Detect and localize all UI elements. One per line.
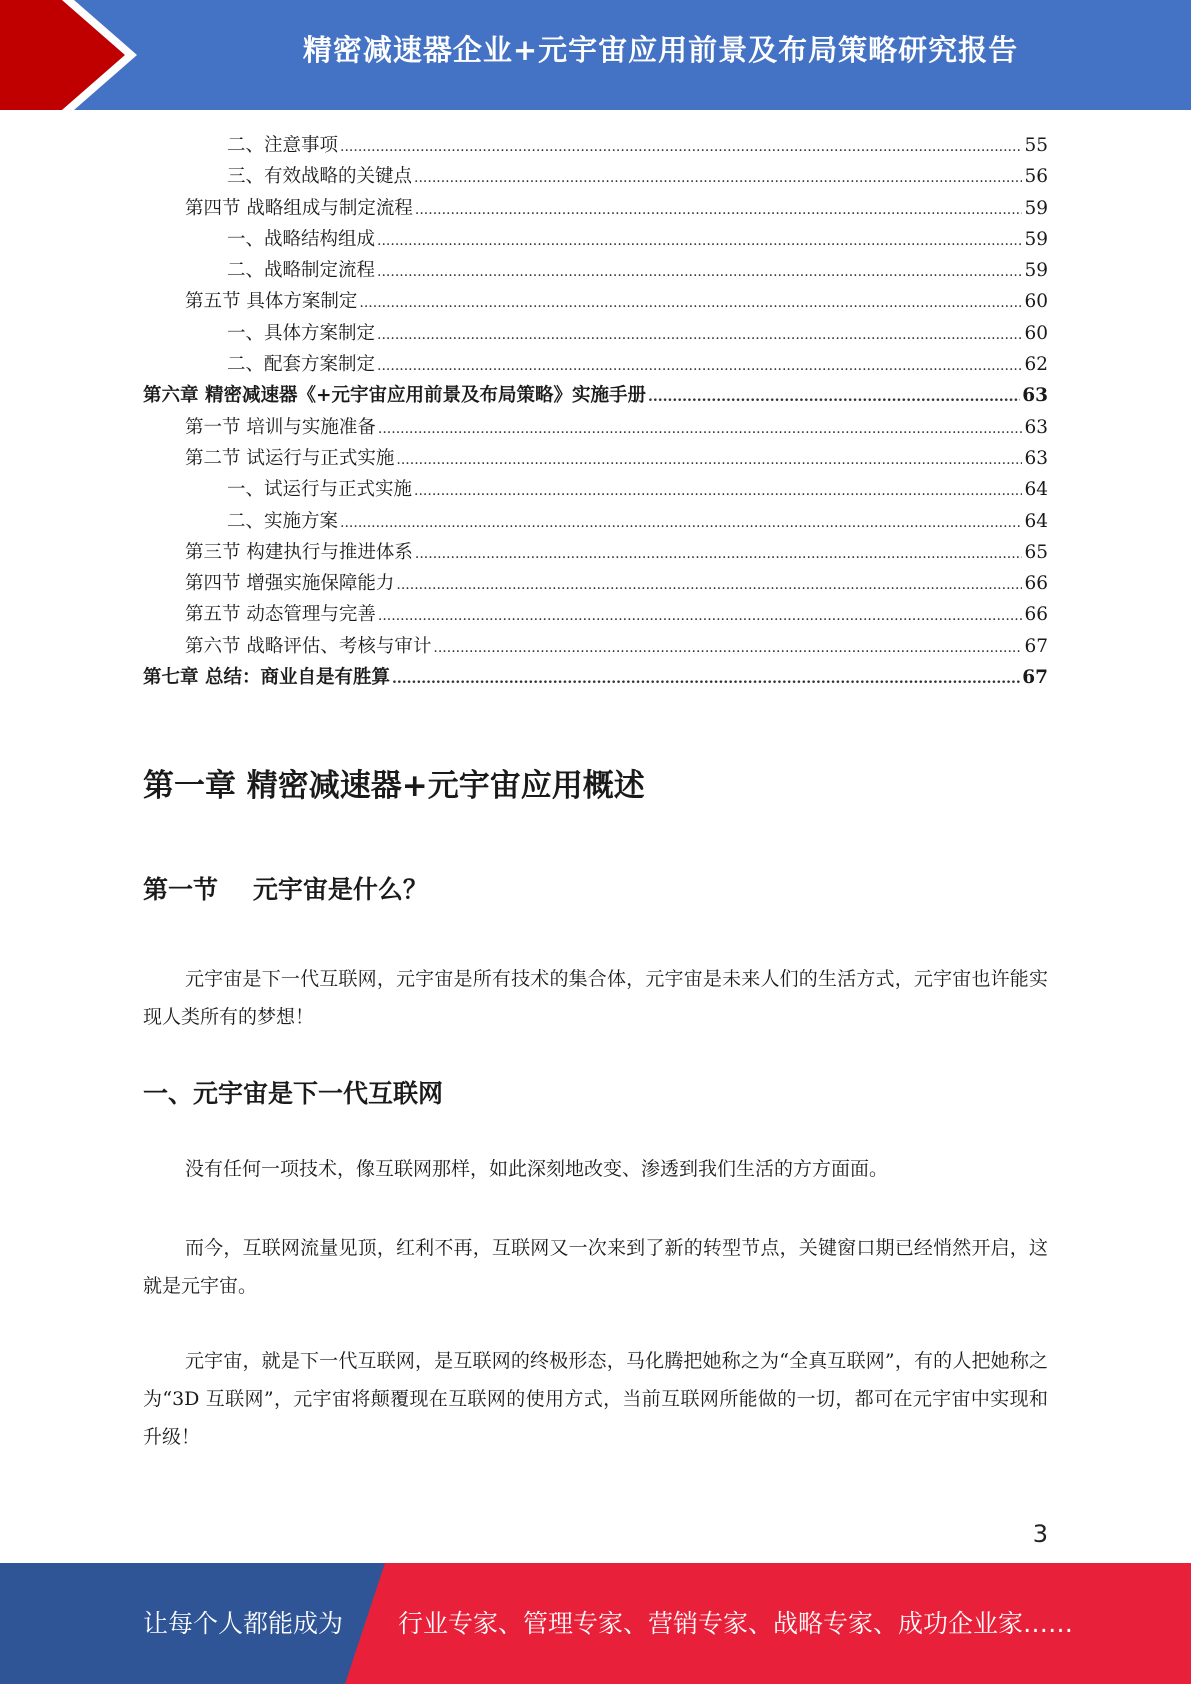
- toc-entry-label: 第三节 构建执行与推进体系: [185, 541, 413, 563]
- toc-leader-dots: [415, 537, 1023, 570]
- chapter-title: 第一章 精密减速器+元宇宙应用概述: [143, 768, 645, 804]
- toc-entry[interactable]: [143, 631, 1048, 662]
- footer-band: [0, 1563, 1191, 1684]
- toc-entry-label: 第四节 增强实施保障能力: [185, 573, 395, 595]
- toc-entry[interactable]: [143, 443, 1048, 474]
- toc-entry[interactable]: [143, 474, 1048, 505]
- toc-leader-dots: [340, 130, 1022, 163]
- toc-entry-label: 第五节 动态管理与完善: [185, 604, 376, 626]
- body-paragraph: 元宇宙，就是下一代互联网，是互联网的终极形态，马化腾把她称之为“全真互联网”，有的人把她称之为“3D 互联网”，元宇宙将颠覆现在互联网的使用方式，当前互联网所能做的一切，都可在元宇宙中实现和升级！: [143, 1350, 1048, 1448]
- toc-entry-page: 59: [1024, 260, 1048, 282]
- header-arrow-decoration: [0, 0, 160, 110]
- toc-leader-dots: [414, 474, 1022, 507]
- toc-entry-page: 59: [1024, 228, 1048, 250]
- footer-slogan-left: 让每个人都能成为: [143, 1609, 344, 1638]
- intro-paragraph: 元宇宙是下一代互联网，元宇宙是所有技术的集合体，元宇宙是未来人们的生活方式，元宇宙也许能实现人类所有的梦想！: [143, 968, 1048, 1028]
- toc-entry-label: 第五节 具体方案制定: [185, 291, 358, 313]
- toc-entry[interactable]: [143, 599, 1048, 630]
- toc-entry-label: 二、战略制定流程: [227, 260, 376, 282]
- toc-entry-page: 63: [1024, 416, 1048, 438]
- toc-entry-page: 67: [1022, 667, 1048, 689]
- body-paragraph: 而今，互联网流量见顶，红利不再，互联网又一次来到了新的转型节点，关键窗口期已经悄然开启，这就是元宇宙。: [143, 1237, 1048, 1297]
- toc-entry-page: 60: [1024, 291, 1048, 313]
- toc-leader-dots: [377, 255, 1022, 288]
- table-of-contents: [143, 130, 1048, 693]
- toc-entry-label: 第七章 总结：商业自是有胜算: [143, 667, 390, 689]
- report-title: 精密减速器企业+元宇宙应用前景及布局策略研究报告: [302, 33, 1019, 67]
- toc-leader-dots: [378, 599, 1023, 632]
- toc-entry[interactable]: [143, 537, 1048, 568]
- toc-leader-dots: [433, 631, 1022, 664]
- toc-entry-page: 55: [1024, 135, 1048, 156]
- toc-entry-label: 一、具体方案制定: [227, 322, 376, 344]
- page-number: 3: [1032, 1520, 1048, 1548]
- toc-leader-dots: [414, 161, 1022, 194]
- toc-entry-label: 二、配套方案制定: [227, 354, 376, 376]
- toc-leader-dots: [340, 506, 1022, 539]
- footer-slogan-right: 行业专家、管理专家、营销专家、战略专家、成功企业家……: [398, 1609, 1074, 1638]
- toc-entry-page: 63: [1024, 447, 1048, 469]
- header-band: [0, 0, 1191, 110]
- toc-entry-label: 第六节 战略评估、考核与审计: [185, 635, 432, 657]
- subsection-title: 一、元宇宙是下一代互联网: [143, 1079, 444, 1108]
- toc-entry-label: 三、有效战略的关键点: [227, 166, 413, 188]
- toc-entry-page: 60: [1024, 322, 1048, 344]
- toc-entry-page: 56: [1024, 166, 1048, 188]
- toc-entry-label: 第四节 战略组成与制定流程: [185, 197, 413, 219]
- toc-leader-dots: [396, 443, 1022, 476]
- toc-leader-dots: [377, 318, 1022, 351]
- body-paragraph: 没有任何一项技术，像互联网那样，如此深刻地改变、渗透到我们生活的方方面面。: [185, 1158, 889, 1180]
- toc-entry-page: 64: [1024, 510, 1048, 532]
- toc-entry[interactable]: [143, 380, 1048, 411]
- toc-entry[interactable]: [143, 318, 1048, 349]
- toc-leader-dots: [377, 349, 1022, 382]
- toc-leader-dots: [377, 224, 1022, 257]
- section-title: 第一节 元宇宙是什么？: [143, 875, 428, 904]
- toc-entry-label: 一、战略结构组成: [227, 228, 376, 250]
- toc-entry[interactable]: [143, 349, 1048, 380]
- toc-leader-dots: [415, 193, 1023, 226]
- toc-leader-dots: [378, 412, 1023, 445]
- toc-entry-label: 第二节 试运行与正式实施: [185, 447, 395, 469]
- toc-entry-label: 第六章 精密减速器《+元宇宙应用前景及布局策略》实施手册: [143, 385, 646, 407]
- toc-leader-dots: [392, 662, 1020, 695]
- toc-entry-page: 66: [1024, 604, 1048, 626]
- toc-leader-dots: [359, 286, 1022, 319]
- toc-entry-label: 二、注意事项: [227, 135, 339, 156]
- toc-entry[interactable]: [143, 662, 1048, 693]
- toc-entry-page: 64: [1024, 479, 1048, 501]
- toc-entry[interactable]: [143, 286, 1048, 317]
- toc-entry[interactable]: [143, 412, 1048, 443]
- toc-entry-page: 66: [1024, 573, 1048, 595]
- toc-entry-page: 63: [1022, 385, 1048, 407]
- toc-leader-dots: [396, 568, 1022, 601]
- toc-entry[interactable]: [143, 193, 1048, 224]
- toc-entry-page: 65: [1024, 541, 1048, 563]
- toc-entry-label: 一、试运行与正式实施: [227, 479, 413, 501]
- toc-entry-page: 59: [1024, 197, 1048, 219]
- toc-entry[interactable]: [143, 161, 1048, 192]
- toc-entry-page: 67: [1024, 635, 1048, 657]
- toc-entry[interactable]: [143, 255, 1048, 286]
- toc-entry[interactable]: [143, 506, 1048, 537]
- toc-entry[interactable]: [143, 130, 1048, 161]
- toc-entry[interactable]: [143, 224, 1048, 255]
- toc-entry-label: 第一节 培训与实施准备: [185, 416, 376, 438]
- toc-entry-page: 62: [1024, 354, 1048, 376]
- toc-entry[interactable]: [143, 568, 1048, 599]
- toc-leader-dots: [648, 380, 1020, 413]
- toc-entry-label: 二、实施方案: [227, 510, 339, 532]
